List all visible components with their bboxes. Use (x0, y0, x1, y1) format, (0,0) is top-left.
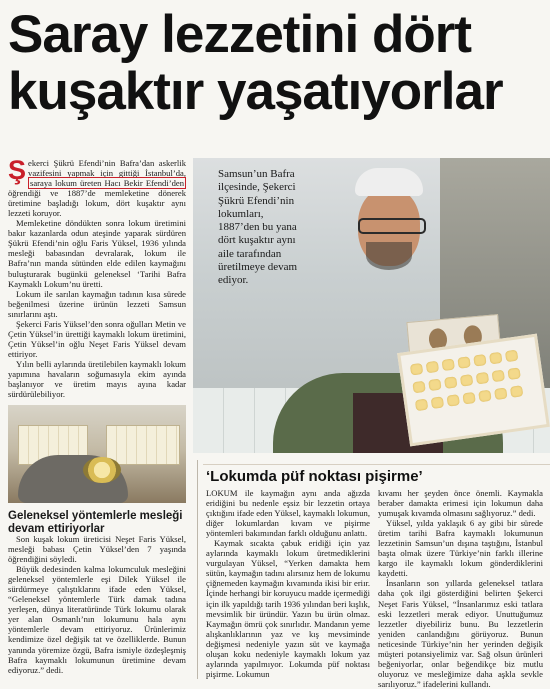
lokum-piece (412, 381, 425, 394)
lokum-piece (507, 367, 520, 380)
lokum-piece (431, 396, 444, 409)
lokum-piece (457, 356, 470, 369)
drop-cap: Ş (8, 155, 27, 185)
right-column (378, 488, 543, 689)
body-paragraph: Büyük dedesinden kalma lokumculuk mesleğini geleneksel yöntemlerle eşi Dilek Yüksel ile sürdürmeye çalıştıklarını ifade eden Yüksel, “Geleneksel yöntemlerle Türk damak tadına yerleşen, dünya literatüründe Türk lokumu olarak yer alan Osmanlı’nın lokumunu hala aynı yöntemlerle devam ettiriyoruz. Ürünlerimiz kendimize özel değişik tat ve özelliklerde. Bunun yanında yöremize özgü, Bafra ismiyle özdeşleşmiş Bafra kaymaklı lokumunun üretimine devam ediyoruz.” dedi. (8, 564, 186, 675)
lokum-box (397, 334, 550, 447)
body-paragraph: Yılın belli aylarında üretilebilen kaymaklı lokum yapımına havaların soğumasıyla ekim ayında başlanıyor ve üretim mayıs ayına kadar sürdürülebiliyor. (8, 358, 186, 400)
intro-text-1: ekerci Şükrü Efendi’nin Bafra’dan askerlik vazifesini yapmak için gittiği İstanbul’da, (28, 158, 186, 179)
pull-quote-heading: ‘Lokumda püf noktası pişirme’ (206, 468, 423, 485)
body-paragraph: kıvamı her şeyden önce önemli. Kaymakla beraber damakta erimesi için lokumun daha yumuşak kıvamda olmasını sağlıyoruz.” dedi. (378, 488, 543, 519)
lokum-tray-photo (8, 405, 186, 503)
lokum-piece (444, 376, 457, 389)
lokum-piece (478, 390, 491, 403)
beard (366, 242, 412, 270)
body-paragraph: İnsanların son yıllarda geleneksel tatlara daha çok ilgi gösterdiğini belirten Şekerci Neşet Faris Yüksel, “İnsanlarımız eski tatlara eski lezzetleri merak ediyor. Unuttuğumuz lezzetler diyebiliriz bunu. Bu lezzetlerin yeniden canlandığını görüyoruz. Bunun neticesinde Türkiye’nin her yerinden değişik müşteri potansiyelimiz var. Sağ olsun ürünleri beğeniyorlar, onlar beğendikçe biz mutlu oluyoruz ve mesleğimize daha aşkla sevkle sarılıyoruz.” ifadelerini kullandı. (378, 578, 543, 689)
lokum-piece (494, 387, 507, 400)
quote-rule (203, 464, 550, 465)
body-paragraph: Kaymak sıcakta çabuk eridiği için yaz aylarında kaymaklı lokum üretmediklerini vurgulayan Yüksel, “Yerken damakta hem sütün, kaymağın tadını alırsınız hem de lokumu çiğnemeden kaymağın kıvamında ikisi bir eriır. İçinde herhangi bir koruyucu madde içermediği için ilk yapıldığı tarih 1936 yılından beri kışlık, mevsimlik bir üründür. Yazın bu ürün olmaz. Kaymağın ömrü çok sınırlıdır. Mandanın yeme alışkanlıklarının yaz ve kış mevsiminde değişmesi nedeniyle yazın süt ve kaymağa oluşan koku nedeniyle kaymaklı lokum yaz aylarında yapılmıyor. Lokumda püf noktası pişirme. Lokumun (206, 538, 370, 679)
body-paragraph: LOKUM ile kaymağın aynı anda ağızda eridiğini bu nedenle eşsiz bir lezzetin ortaya çıktığını ifade eden Yüksel, kaymaklı lokumun, diğer lokumlardan kıvam ve pişirme yöntemleri bakımından farklı olduğunu anlattı. (206, 488, 370, 539)
lokum-piece (428, 379, 441, 392)
intro-column (8, 155, 186, 400)
intro-paragraph (8, 155, 186, 219)
lokum-piece (415, 399, 428, 412)
lokum-piece (473, 354, 486, 367)
white-cap (355, 168, 423, 196)
intro-text-2: öğrendiği ve 1887’de memleketine dönerek üretimine başladığı lokum, dört kuşaktır aynı lezzeti koruyor. (8, 188, 186, 219)
middle-column (206, 488, 370, 679)
lokum-piece (505, 350, 518, 363)
lokum-piece (476, 372, 489, 385)
body-paragraph: Memleketine döndükten sonra lokum üretimini bakır kazanlarda odun ateşinde yaparak sürdüren Şükrü Efendi’nin oğlu Faris Yüksel, 1936 yılında mesleği babasından devralarak, lokum ile Bafra’nın manda sütünden elde edilen kaymağını buluşturarak bugünkü geleneksel ‘Tarihi Bafra Kaymaklı Lokum’nu üretti. (8, 218, 186, 289)
lokum-piece (462, 392, 475, 405)
body-paragraph: Yüksel, yılda yaklaşık 6 ay gibi bir sürede üretim tarihi Bafra kaymaklı lokumunun lezzetinin Samsun’un dışına taştığını, İstanbul başta olmak üzere Türkiye’nin farklı illerine kargo ile kaymaklı lokum gönderdiklerini kaydetti. (378, 518, 543, 579)
column-divider (197, 460, 198, 679)
lower-left-column (8, 534, 186, 675)
body-paragraph: Lokum ile sarılan kaymağın tadının kısa sürede beğenilmesi üzerine ürünün lezzeti Samsun sınırlarını aştı. (8, 288, 186, 319)
eyeglasses (358, 218, 426, 234)
lokum-tray (106, 425, 180, 465)
subheading: Geleneksel yöntemlerle mesleği devam ettiriyorlar (8, 510, 183, 535)
lokum-piece (410, 363, 423, 376)
lokum-piece (426, 361, 439, 374)
lokum-piece (460, 374, 473, 387)
lokum-piece (447, 394, 460, 407)
lokum-piece (442, 358, 455, 371)
highlighted-phrase: saraya lokum üreten Hacı Bekir Efendi’den (30, 178, 184, 189)
body-paragraph: Son kuşak lokum üreticisi Neşet Faris Yüksel, mesleği babası Çetin Yüksel’den 7 yaşında öğrendiğini söyledi. (8, 534, 186, 565)
lokum-piece (83, 457, 121, 483)
body-paragraph: Şekerci Faris Yüksel’den sonra oğulları Metin ve Çetin Yüksel’in ürettiği kaymaklı lokum üretimini, Çetin Yüksel’in oğlu Neşet Faris Yüksel devam ettiriyor. (8, 318, 186, 359)
lokum-piece (489, 352, 502, 365)
photo-caption: Samsun’un Bafra ilçesinde, Şekerci Şükrü Efendi’nin lokumları, 1887’den bu yana dört kuşaktır aynı aile tarafından üretilmeye devam ediyor. (218, 168, 298, 287)
headline: Saray lezzetini dört kuşaktır yaşatıyorlar (8, 5, 503, 121)
lokum-piece (510, 385, 523, 398)
lokum-piece (492, 370, 505, 383)
